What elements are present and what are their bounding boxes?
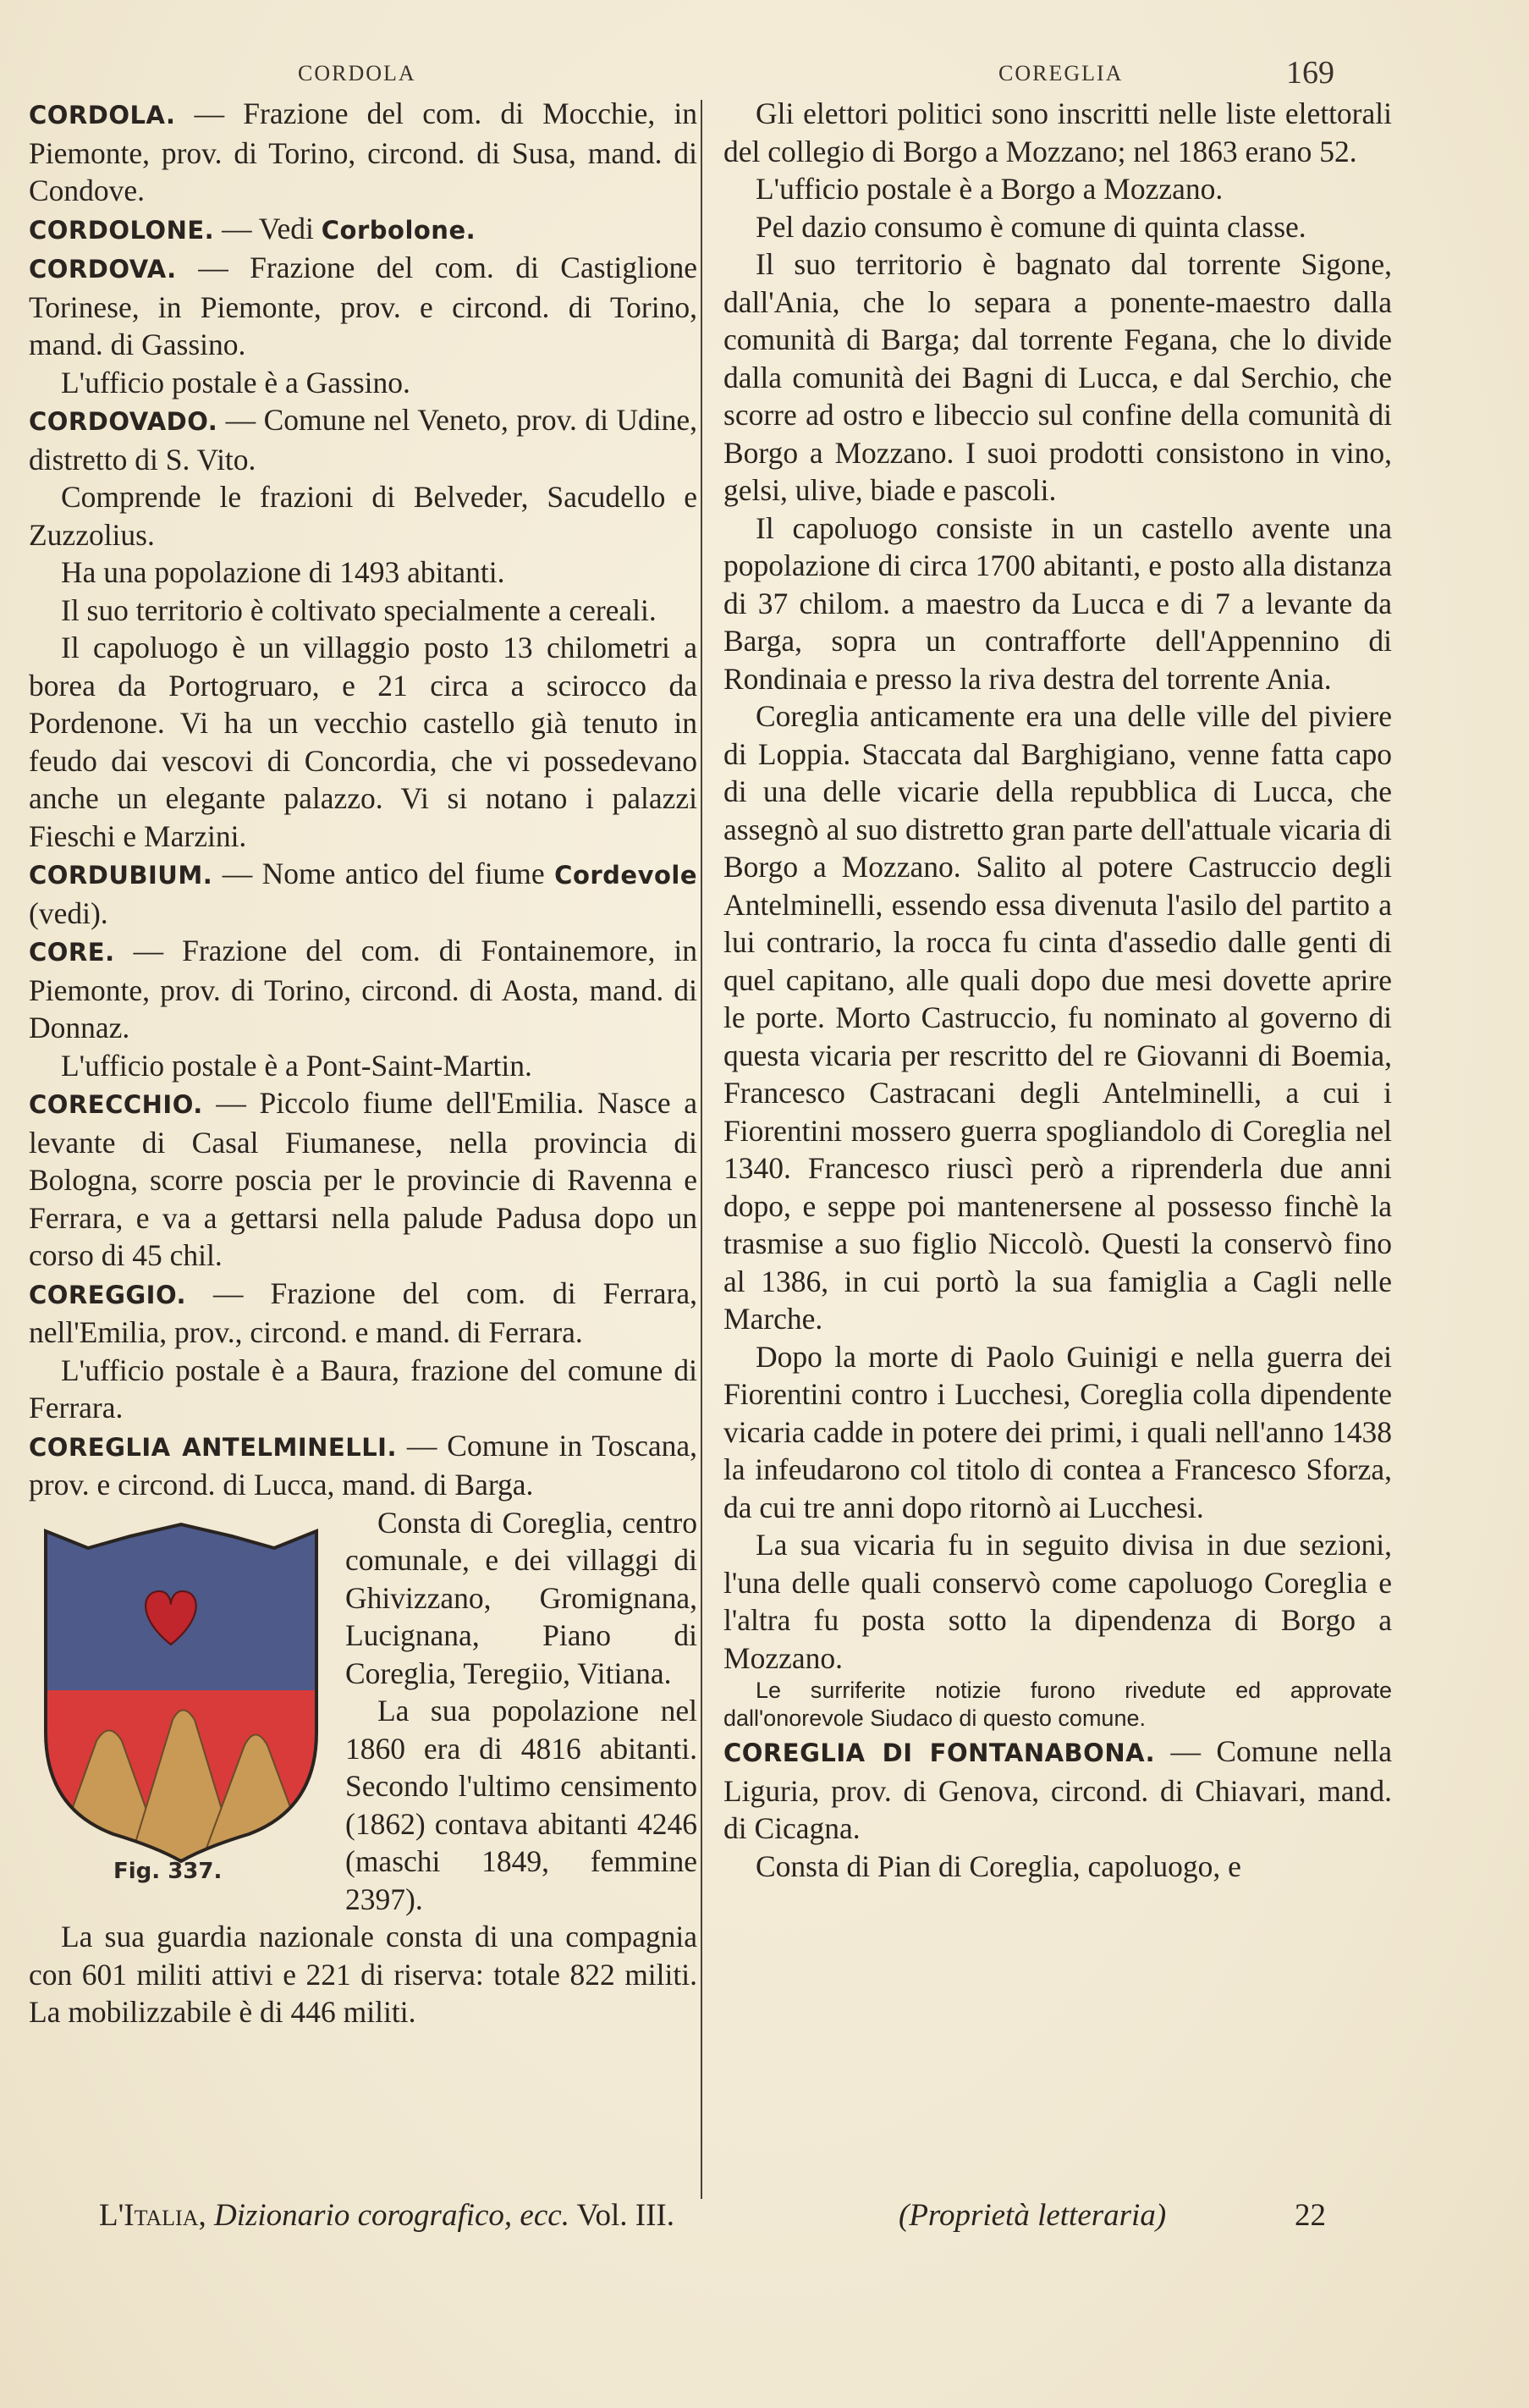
paragraph: Consta di Coreglia, centro comunale, e dei villaggi di Ghivizzano, Gromignana, Lucignana, Piano di Coreglia, Teregiio, Vitiana. bbox=[345, 1505, 697, 1690]
entry-text: — Comune nella Liguria, prov. di Genova, circond. di Chiavari, mand. di Cicagna. bbox=[723, 1734, 1392, 1845]
paragraph: Pel dazio consumo è comune di quinta classe. bbox=[756, 209, 1306, 244]
headword: CORDUBIUM. bbox=[29, 861, 213, 890]
headword: COREGLIA ANTELMINELLI. bbox=[29, 1432, 397, 1462]
entry-coreglia-di-fontanabona bbox=[723, 1733, 1392, 1848]
left-column bbox=[29, 95, 697, 2031]
entry-text: — Frazione del com. di Mocchie, in Piemonte, prov. di Torino, circond. di Susa, mand. di Condove. bbox=[29, 96, 697, 207]
paragraph: Consta di Pian di Coreglia, capoluogo, e bbox=[756, 1849, 1241, 1883]
entry-text: — Frazione del com. di Fontainemore, in Piemonte, prov. di Torino, circond. di Aosta, mand. di Donnaz. bbox=[29, 934, 698, 1044]
paragraph: L'ufficio postale è a Baura, frazione del comune di Ferrara. bbox=[29, 1353, 697, 1424]
footer-signature: 22 bbox=[1295, 2198, 1326, 2233]
entry-cordovado bbox=[29, 401, 697, 478]
headword: CORECCHIO. bbox=[29, 1090, 203, 1119]
headword: CORDOVA. bbox=[29, 255, 177, 284]
column-divider bbox=[701, 100, 702, 2199]
paragraph: Ha una popolazione di 1493 abitanti. bbox=[61, 555, 505, 589]
entry-coreggio bbox=[29, 1275, 697, 1352]
figure bbox=[29, 1504, 332, 1898]
paragraph: Comprende le frazioni di Belveder, Sacudello e Zuzzolius. bbox=[29, 480, 697, 552]
footer-rights: (Proprietà letteraria) bbox=[899, 2198, 1167, 2233]
cross-reference: Corbolone. bbox=[321, 215, 476, 245]
paragraph: L'ufficio postale è a Borgo a Mozzano. bbox=[756, 172, 1224, 206]
entry-text: — Piccolo fiume dell'Emilia. Nasce a levante di Casal Fiumanese, nella provincia di Bologna, scorre poscia per le provincie di Ravenna e Ferrara, e va a gettarsi nella palude Padusa dopo un corso di 45 chil. bbox=[29, 1086, 697, 1272]
paragraph: Gli elettori politici sono inscritti nelle liste elettorali del collegio di Borgo a Mozzano; nel 1863 erano 52. bbox=[723, 96, 1392, 168]
entry-text: — Comune nel Veneto, prov. di Udine, distretto di S. Vito. bbox=[29, 403, 698, 477]
paragraph: L'ufficio postale è a Gassino. bbox=[61, 365, 410, 399]
entry-corecchio bbox=[29, 1084, 697, 1275]
figure-caption: Fig. 337. bbox=[113, 1858, 223, 1884]
entry-cordubium bbox=[29, 855, 697, 932]
headword: CORDOLONE. bbox=[29, 215, 215, 245]
paragraph: L'ufficio postale è a Pont-Saint-Martin. bbox=[61, 1048, 532, 1083]
headword: CORDOLA. bbox=[29, 101, 176, 129]
running-title-right: COREGLIA bbox=[998, 61, 1124, 85]
paragraph: Il suo territorio è bagnato dal torrente Sigone, dall'Ania, che lo separa a ponente-maestro dalla comunità di Barga; dal torrente Fegana, che lo divide dalla comunità dei Bagni di Lucca, e dal Serchio, che scorre ad ostro e libeccio sul confine della comunità di Borgo a Mozzano. I suoi prodotti consistono in vino, gelsi, ulive, biade e pascoli. bbox=[723, 247, 1392, 507]
entry-coreglia-antelminelli bbox=[29, 1427, 697, 1504]
entry-core bbox=[29, 932, 697, 1047]
entry-text: — Frazione del com. di Castiglione Torinese, in Piemonte, prov. e circond. di Torino, mand. di Gassino. bbox=[29, 251, 698, 361]
running-title-left: CORDOLA bbox=[298, 61, 416, 85]
paragraph: Coreglia anticamente era una delle ville del piviere di Loppia. Staccata dal Barghigiano, venne fatta capo di una delle vicarie della repubblica di Lucca, che assegnò al suo distretto gran parte dell'attuale vicaria di Borgo a Mozzano. Salito al potere Castruccio degli Antelminelli, essendo essa divenuta l'asilo del partito a lui contrario, la rocca fu cinta d'assedio dalle genti di quel capitano, alle quali dopo due mesi dovette aprire le porte. Morto Castruccio, fu nominato al governo di questa vicaria per rescritto del re Giovanni di Boemia, Francesco Castracani degli Antelminelli, a cui i Fiorentini mossero guerra spogliandolo di Coreglia nel 1340. Francesco riuscì però a riprenderla due anni dopo, e seppe poi mantenersene al possesso finchè la trasmise a suo figlio Niccolò. Questi la conservò fino al 1386, in cui portò la sua famiglia a Cagli nelle Marche. bbox=[723, 699, 1392, 1336]
headword: COREGLIA DI FONTANABONA. bbox=[723, 1738, 1156, 1767]
paragraph: Il capoluogo consiste in un castello avente una popolazione di circa 1700 abitanti, e posto alla distanza di 37 chilom. a maestro da Lucca e di 7 a levante da Barga, sopra un contrafforte dell'Appennino di Rondinaia e presso la riva destra del torrente Ania. bbox=[723, 510, 1392, 696]
editorial-note: Le surriferite notizie furono rivedute ed approvate dall'onorevole Siudaco di questo comune. bbox=[723, 1678, 1392, 1731]
entry-text: (vedi). bbox=[29, 895, 108, 930]
entry-cordola bbox=[29, 95, 697, 210]
page-number: 169 bbox=[1286, 55, 1334, 91]
paragraph: La sua popolazione nel 1860 era di 4816 abitanti. Secondo l'ultimo censimento (1862) contava abitanti 4246 (maschi 1849, femmine 2397). bbox=[345, 1694, 697, 1916]
footer-imprint bbox=[99, 2197, 674, 2234]
cross-reference: Cordevole bbox=[554, 861, 698, 890]
paragraph: Il capoluogo è un villaggio posto 13 chilometri a borea da Portogruaro, e 21 circa a scirocco da Pordenone. Vi ha un vecchio castello già tenuto in feudo dai vescovi di Concordia, che vi possedevano anche un elegante palazzo. Vi si notano i palazzi Fieschi e Marzini. bbox=[29, 631, 697, 853]
entry-text: — Vedi bbox=[222, 211, 314, 245]
entry-text: — Comune in Toscana, prov. e circond. di Lucca, mand. di Barga. bbox=[29, 1428, 698, 1502]
entry-cordova bbox=[29, 249, 697, 364]
headword: COREGGIO. bbox=[29, 1280, 187, 1309]
footer-work-title: Dizionario corografico, ecc. bbox=[213, 2198, 569, 2233]
footer-volume: Vol. III. bbox=[576, 2198, 674, 2233]
figure-wrap bbox=[29, 1504, 697, 2031]
paragraph: La sua vicaria fu in seguito divisa in due sezioni, l'una delle quali conservò come capoluogo Coreglia e l'altra fu posta sotto la dipendenza di Borgo a Mozzano. bbox=[723, 1528, 1392, 1675]
paragraph: Dopo la morte di Paolo Guinigi e nella guerra dei Fiorentini contro i Lucchesi, Coreglia colla dipendente vicaria cadde in potere dei primi, i quali nell'anno 1438 la infeudarono col titolo di contea a Francesco Sforza, da cui tre anni dopo ritornò ai Lucchesi. bbox=[723, 1339, 1392, 1524]
headword: CORE. bbox=[29, 938, 115, 967]
coat-of-arms-shield bbox=[37, 1521, 325, 1864]
entry-cordolone bbox=[29, 210, 697, 250]
footer-publisher: L'Italia, bbox=[99, 2198, 206, 2233]
entry-text: — Nome antico del fiume bbox=[222, 857, 545, 890]
paragraph: Il suo territorio è coltivato specialmente a cereali. bbox=[61, 592, 657, 627]
paragraph: La sua guardia nazionale consta di una compagnia con 601 militi attivi e 221 di riserva: totale 822 militi. La mobilizzabile è di 446 militi. bbox=[29, 1920, 697, 2029]
entry-text: — Frazione del com. di Ferrara, nell'Emilia, prov., circond. e mand. di Ferrara. bbox=[29, 1276, 698, 1349]
right-column bbox=[723, 95, 1392, 1885]
headword: CORDOVADO. bbox=[29, 407, 218, 436]
